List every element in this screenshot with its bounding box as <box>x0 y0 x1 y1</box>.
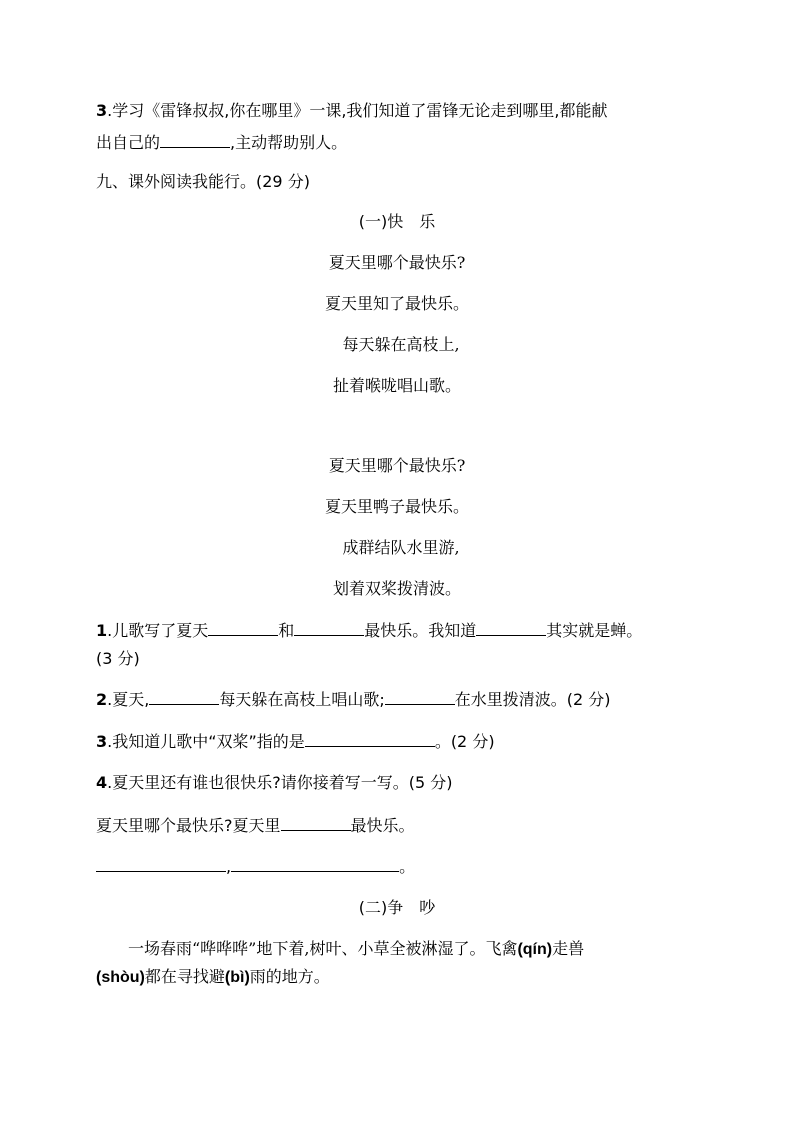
answer-blank[interactable] <box>281 814 351 831</box>
section-heading: 九、课外阅读我能行。(29 分) <box>96 172 310 191</box>
question-number: 4 <box>96 773 108 792</box>
question-text: 每天躲在高枝上唱山歌; <box>219 690 385 709</box>
question-text: 。 <box>399 857 416 876</box>
answer-blank[interactable] <box>305 730 435 747</box>
question-text: .夏天里还有谁也很快乐?请你接着写一写。(5 分) <box>107 773 453 792</box>
question-number: 2 <box>96 690 108 709</box>
passage-text: 一场春雨“哗哗哗”地下着,树叶、小草全被淋湿了。飞禽 <box>128 939 518 958</box>
passage-paragraph-line-2 <box>96 966 330 989</box>
passage-text: 走兽 <box>552 939 585 958</box>
poem-line: 夏天里鸭子最快乐。 <box>324 497 469 516</box>
question-number: 1 <box>96 621 108 640</box>
question-3-line-1 <box>96 100 608 122</box>
poem-line: 划着双桨拨清波。 <box>332 579 461 598</box>
answer-blank[interactable] <box>96 855 226 872</box>
poem-line: 夏天里哪个最快乐? <box>328 253 466 272</box>
question-4-line-2 <box>96 814 415 837</box>
question-text: .夏天, <box>107 690 150 709</box>
answer-blank[interactable] <box>208 619 278 636</box>
question-text: 夏天里哪个最快乐?夏天里 <box>96 816 281 835</box>
question-text: 最快乐。我知道 <box>364 621 477 640</box>
question-4-line-3 <box>96 855 415 878</box>
answer-blank[interactable] <box>385 688 455 705</box>
question-score: (3 分) <box>96 649 140 668</box>
answer-blank[interactable] <box>294 619 364 636</box>
question-text: .我知道儿歌中“双桨”指的是 <box>107 732 305 751</box>
question-text: ,主动帮助别人。 <box>230 133 348 152</box>
passage-title: (一)快 乐 <box>358 212 436 231</box>
question-text: 出自己的 <box>96 133 161 152</box>
answer-blank[interactable] <box>160 131 230 148</box>
question-text: , <box>226 857 232 876</box>
question-text: 。(2 分) <box>434 732 495 751</box>
question-text: .学习《雷锋叔叔,你在哪里》一课,我们知道了雷锋无论走到哪里,都能献 <box>107 101 608 120</box>
question-3-line-2 <box>96 131 347 154</box>
answer-blank[interactable] <box>476 619 546 636</box>
poem-line: 每天躲在高枝上, <box>342 335 460 354</box>
question-text: .儿歌写了夏天 <box>107 621 209 640</box>
question-2 <box>96 688 611 711</box>
question-text: 和 <box>278 621 295 640</box>
question-number: 3 <box>96 101 108 120</box>
answer-blank[interactable] <box>149 688 219 705</box>
answer-blank[interactable] <box>231 855 399 872</box>
poem-line: 成群结队水里游, <box>342 538 460 557</box>
question-1-line-1 <box>96 619 642 642</box>
poem-line: 扯着喉咙唱山歌。 <box>332 376 461 395</box>
question-number: 3 <box>96 732 108 751</box>
pinyin-annotation: (qín) <box>517 941 553 958</box>
question-3 <box>96 730 495 753</box>
passage-title: (二)争 吵 <box>358 898 436 917</box>
poem-line: 夏天里知了最快乐。 <box>324 294 469 313</box>
poem-line: 夏天里哪个最快乐? <box>328 456 466 475</box>
pinyin-annotation: (bì) <box>224 969 250 986</box>
question-text: 最快乐。 <box>350 816 415 835</box>
passage-text: 都在寻找避 <box>144 967 225 986</box>
pinyin-annotation: (shòu) <box>96 969 145 986</box>
passage-text: 雨的地方。 <box>249 967 330 986</box>
question-text: 其实就是蝉。 <box>546 621 643 640</box>
question-4-line-1 <box>96 772 452 794</box>
passage-paragraph-line-1 <box>128 938 584 961</box>
question-text: 在水里拨清波。(2 分) <box>454 690 611 709</box>
